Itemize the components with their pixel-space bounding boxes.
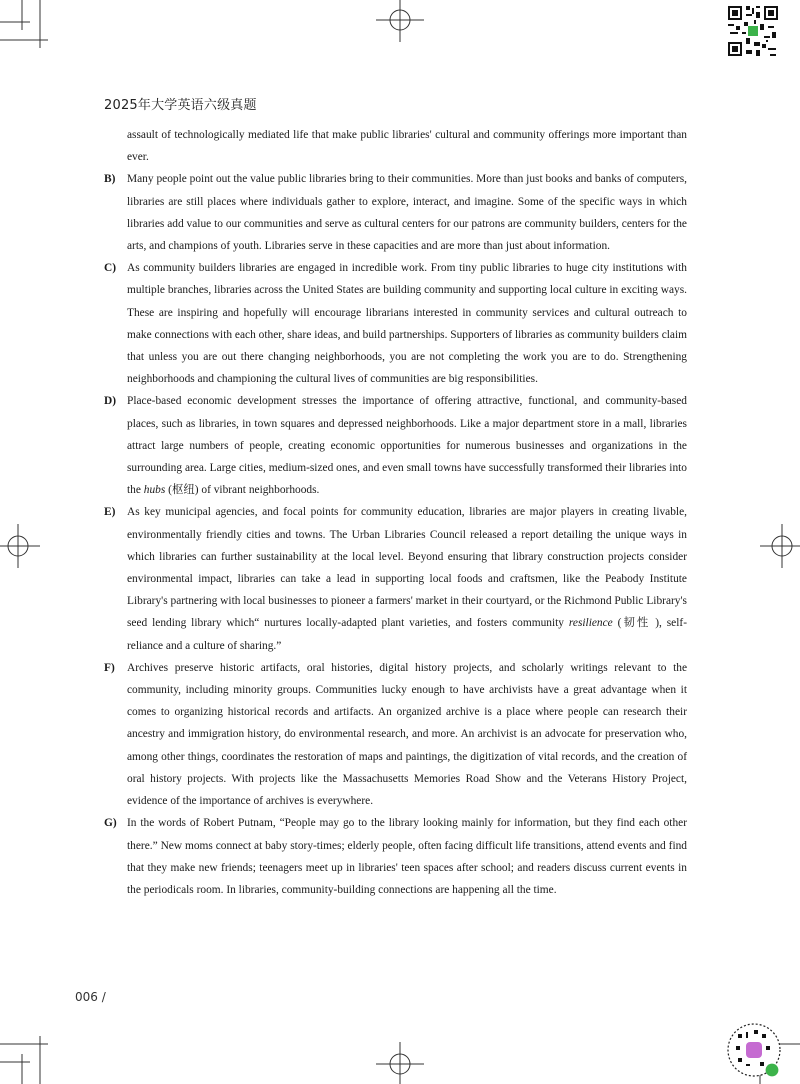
registration-mark-top bbox=[370, 0, 430, 45]
text-after: self-reliance and a culture of sharing.” bbox=[127, 617, 687, 652]
paragraph-text bbox=[104, 390, 687, 501]
paragraph-label: G) bbox=[104, 817, 117, 830]
paragraph-label: C) bbox=[104, 262, 117, 275]
paragraph-g bbox=[104, 812, 687, 901]
text-before: As key municipal agencies, and focal points for community education, libraries are major players in creating livable, environmentally friendly cities and towns. The Urban Libraries Council released a report detailing the unique ways in which libraries can further sustainability at the local level. Beyond ensuring that library construction projects consider environmental impact, libraries can take a lead in supporting local foods and craftsmen, like the Peabody Institute Library's partnering with local businesses to pioneer a farmers' market in their courtyard, or the Richmond Public Library's seed lending library which“ nurtures locally-adapted plant varieties, and fosters community bbox=[127, 506, 687, 630]
paragraph-label: B) bbox=[104, 173, 116, 186]
chinese-gloss: (韧性 ), bbox=[612, 617, 667, 630]
paragraph-text bbox=[104, 501, 687, 656]
page-header-title: 2025年大学英语六级真题 bbox=[104, 98, 257, 113]
paragraph-label: F) bbox=[104, 661, 115, 674]
registration-mark-left bbox=[0, 516, 42, 576]
text-before: Place-based economic development stresses the importance of offering attractive, functional, and community-based places, such as libraries, in town squares and depressed neighborhoods. Like a major department store in a mall, libraries attract large numbers of people, creating economic opportunities for numerous businesses and organizations in the surrounding area. Large cities, medium-sized ones, and even small towns have successfully transformed their libraries into the bbox=[127, 395, 687, 497]
paragraph-d bbox=[104, 390, 687, 501]
crop-mark-bottom-left bbox=[0, 1024, 60, 1084]
glossed-term: hubs bbox=[143, 484, 166, 497]
paragraph-b bbox=[104, 168, 687, 257]
paragraph-text: As community builders libraries are engaged in incredible work. From tiny public libraries to huge city institutions with multiple branches, libraries across the United States are building community and supporting local culture in exciting ways. These are inspiring and hopefully will encourage librarians interested in community services and cultural outreach to make connections with each other, share ideas, and build partnerships. Supporters of libraries as community builders claim that unless you are out there changing neighborhoods, you are not completing the work you are to do. Strengthening neighborhoods and championing the cultural lives of communities are big responsibilities. bbox=[127, 262, 687, 386]
paragraph-label: E) bbox=[104, 506, 116, 519]
text-after: of vibrant neighborhoods. bbox=[201, 484, 320, 497]
paragraph-f bbox=[104, 657, 687, 812]
continuation-text: assault of technologically mediated life that make public libraries' cultural and community offerings more important than ever. bbox=[127, 129, 687, 164]
chinese-gloss: (枢纽) bbox=[165, 484, 202, 497]
article-body bbox=[104, 124, 687, 901]
paragraph-label: D) bbox=[104, 395, 117, 408]
page-number: 006 / bbox=[75, 990, 106, 1004]
crop-mark-top-left bbox=[0, 0, 60, 60]
qr-code-icon bbox=[726, 4, 780, 58]
paragraph-text: In the words of Robert Putnam, “People may go to the library looking mainly for information, but they find each other there.” New moms connect at baby story-times; elderly people, often facing difficult life transitions, attend events and find that they make new friends; teenagers meet up in libraries' teen spaces after school; and readers discuss current events in the periodicals room. In libraries, community-building connections are happening all the time. bbox=[127, 817, 687, 896]
paragraph-text: Many people point out the value public libraries bring to their communities. More than just books and banks of computers, libraries are still places where individuals gather to explore, interact, and imagine. Some of the specific ways in which libraries add value to our communities and serve as cultural centers for our patrons are community builders, centers for the arts, and champions of youth. Libraries serve in these capacities and are more than just about information. bbox=[127, 173, 687, 253]
qr-badge-icon bbox=[726, 1022, 782, 1080]
registration-mark-bottom bbox=[370, 1040, 430, 1084]
paragraph-c bbox=[104, 257, 687, 390]
glossed-term: resilience bbox=[568, 617, 613, 630]
registration-mark-right bbox=[758, 516, 800, 576]
paragraph-text: Archives preserve historic artifacts, oral histories, digital history projects, and scholarly writings relevant to the community, including minority groups. Communities lucky enough to have archivists have a great advantage when it comes to organizing historical records and artifacts. An organized archive is a place where people can research their ancestry and immigration history, do environmental research, and more. An archivist is an advocate for preservation who, among other things, coordinates the restoration of maps and paintings, the digitization of vital records, and the creation of oral history projects. With projects like the Massachusetts Memories Road Show and the Veterans History Project, evidence of the importance of archives is everywhere. bbox=[127, 661, 687, 808]
paragraph-e bbox=[104, 501, 687, 656]
